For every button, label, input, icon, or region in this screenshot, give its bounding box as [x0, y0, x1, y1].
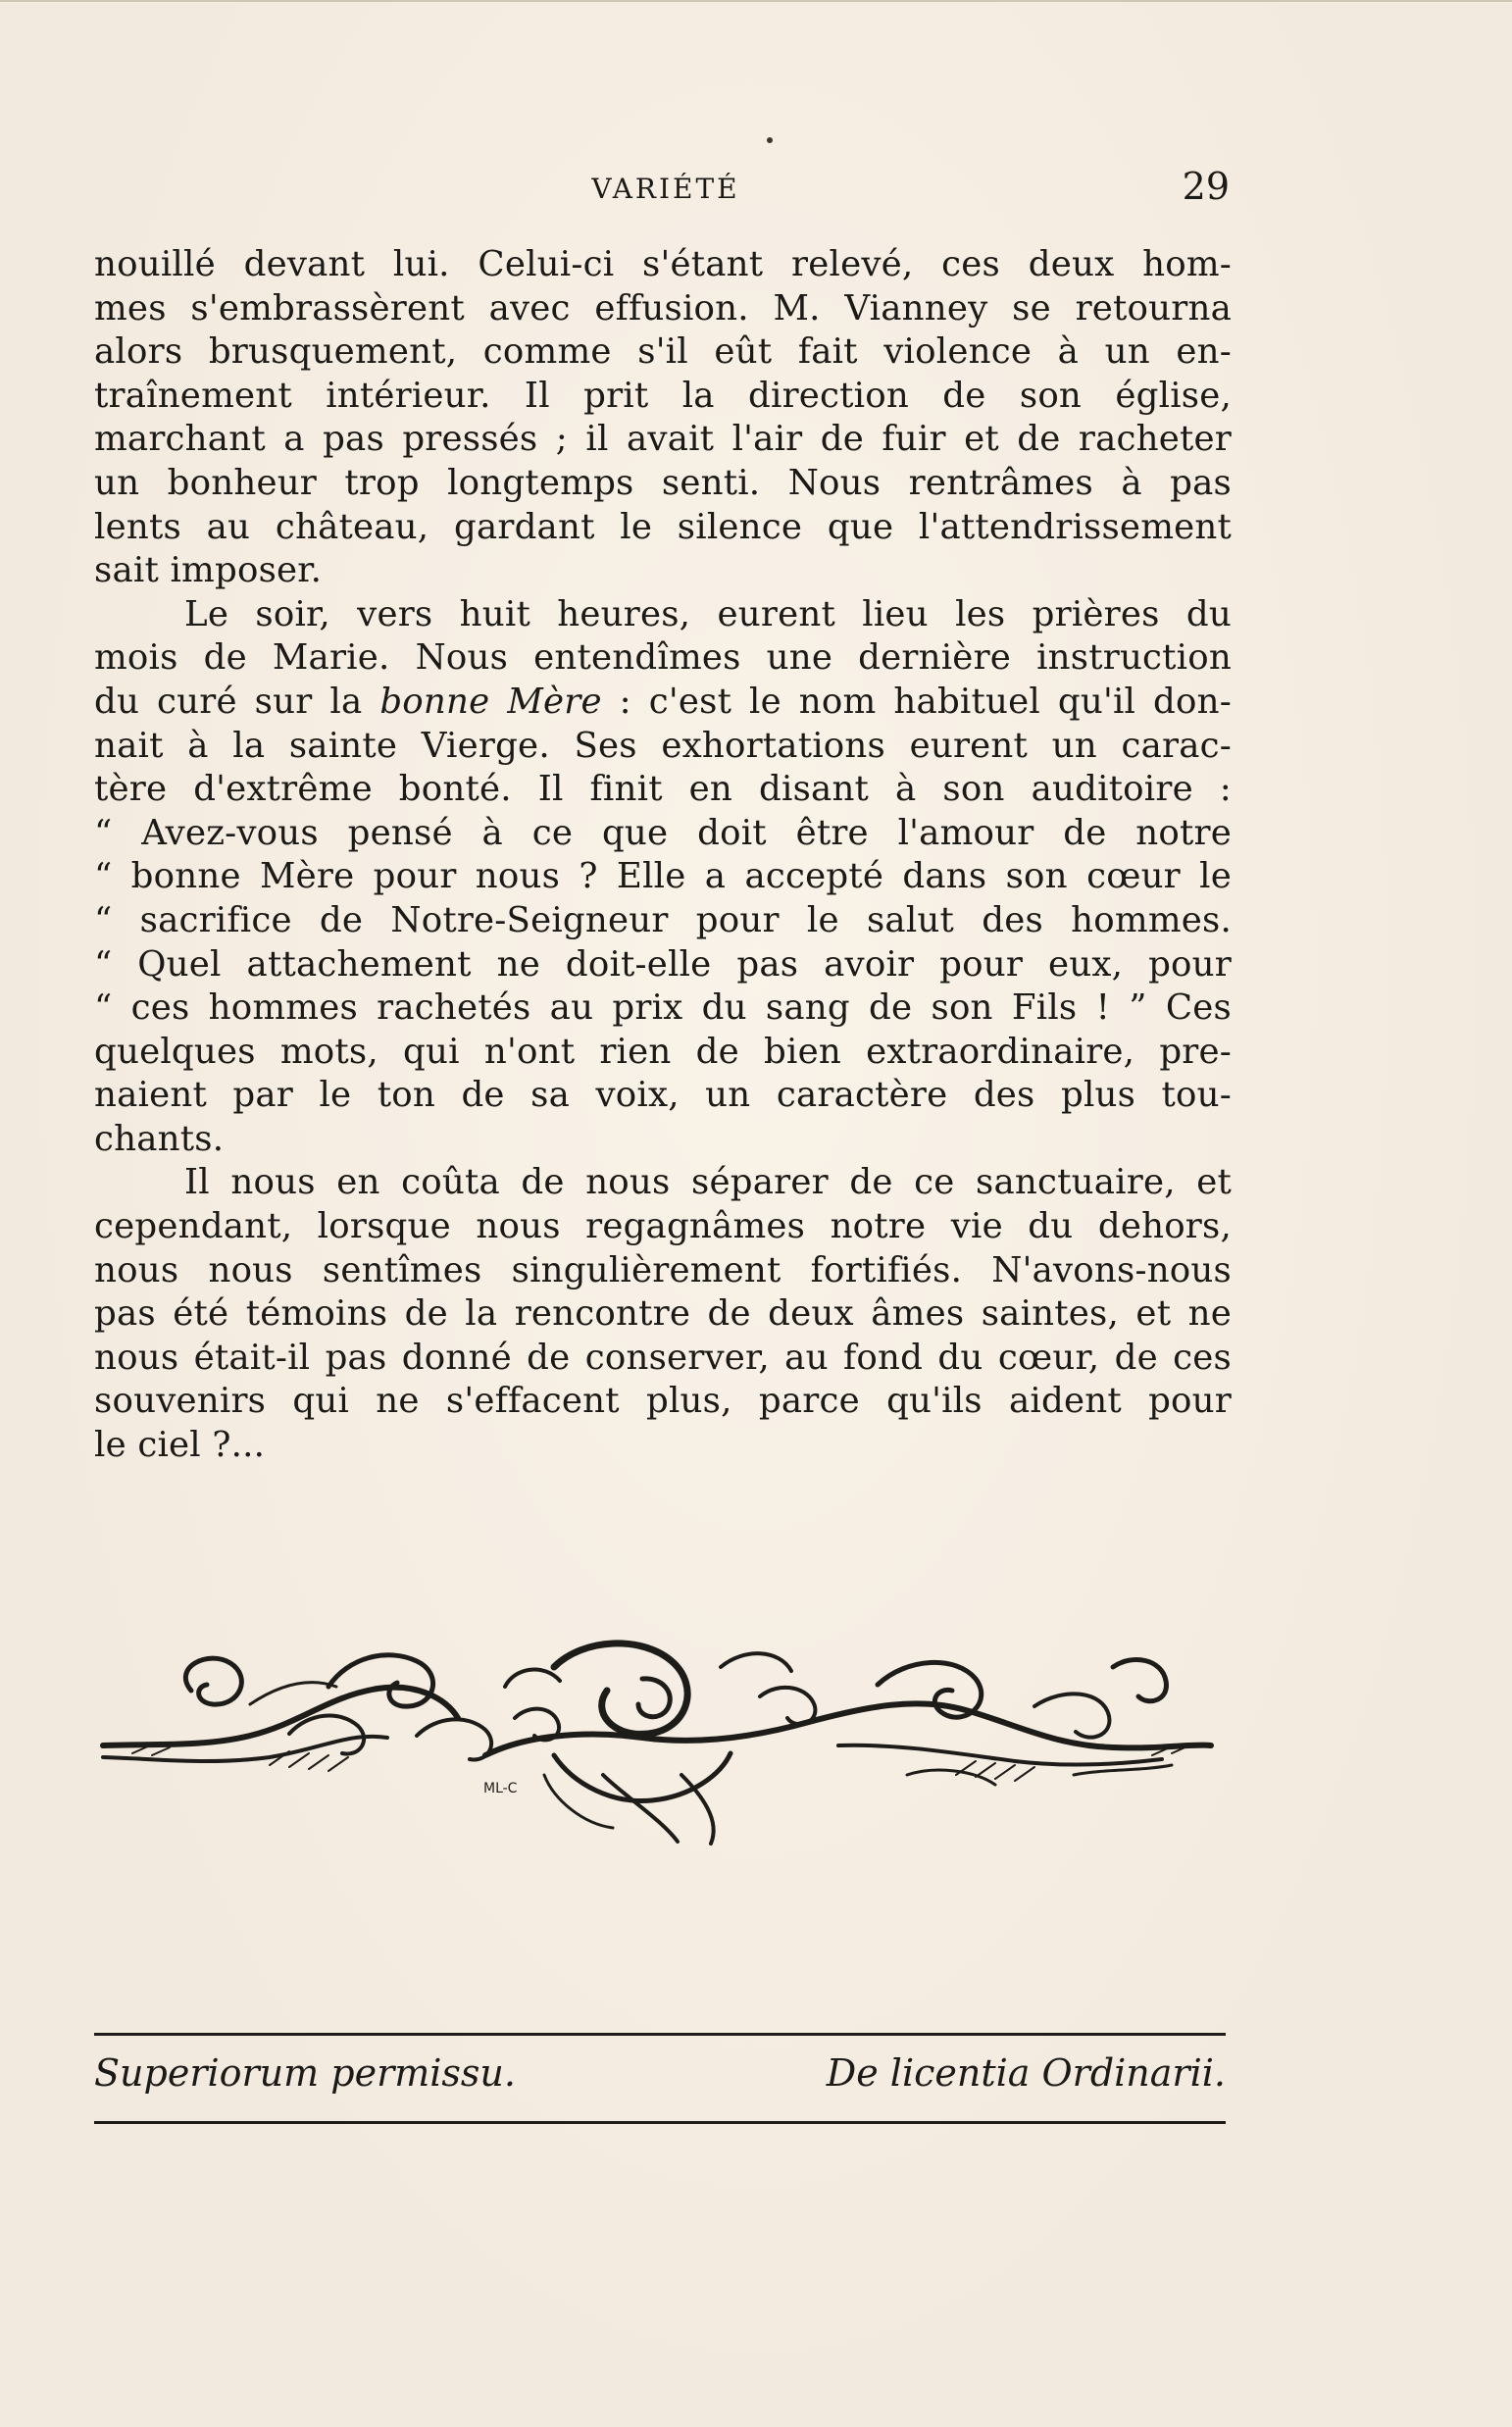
ink-dot: [767, 137, 773, 143]
quoted-line: “ Avez-vous pensé à ce que doit être l'amour de notre: [94, 812, 1232, 853]
page-number: 29: [1182, 165, 1230, 208]
ornament-monogram: ML-C: [483, 1781, 518, 1796]
text-line: sait imposer.: [94, 550, 323, 591]
text-line: mes s'embrassèrent avec effusion. M. Vianney se retourna: [94, 287, 1232, 329]
footer-rule-top: [94, 2033, 1226, 2036]
text-line: lents au château, gardant le silence que l'attendrissement: [94, 506, 1232, 547]
text-line: nous nous sentîmes singulièrement fortifiés. N'avons-nous: [94, 1249, 1232, 1290]
paragraph-start: Il nous en coûta de nous séparer de ce sanctuaire, et: [184, 1162, 1232, 1203]
italic-phrase: bonne Mère: [379, 681, 602, 722]
text-line: nous était-il pas donné de conserver, au fond du cœur, de ces: [94, 1337, 1232, 1378]
text-line: souvenirs qui ne s'effacent plus, parce qu'ils aident pour: [94, 1381, 1232, 1422]
text-line: un bonheur trop longtemps senti. Nous rentrâmes à pas: [94, 462, 1232, 503]
quoted-line: “ bonne Mère pour nous ? Elle a accepté dans son cœur le: [94, 856, 1232, 897]
text-line: tère d'extrême bonté. Il finit en disant à son auditoire :: [94, 769, 1232, 810]
quoted-line: “ ces hommes rachetés au prix du sang de son Fils ! ” Ces: [94, 987, 1232, 1029]
text-line: nouillé devant lui. Celui-ci s'étant relevé, ces deux hom-: [94, 244, 1232, 284]
footer-rule-bottom: [94, 2121, 1226, 2124]
paragraph-start: Le soir, vers huit heures, eurent lieu les prières du: [184, 593, 1232, 634]
text-line: traînement intérieur. Il prit la direction de son église,: [94, 375, 1232, 416]
text-line: marchant a pas pressés ; il avait l'air de fuir et de racheter: [94, 419, 1232, 460]
running-head: VARIÉTÉ: [591, 173, 740, 205]
page-header: [94, 165, 1237, 214]
quoted-line: “ Quel attachement ne doit-elle pas avoir pour eux, pour: [94, 943, 1232, 985]
imprimatur-left: Superiorum permissu.: [94, 2051, 516, 2095]
text-line: naient par le ton de sa voix, un caractère des plus tou-: [94, 1075, 1232, 1116]
imprimatur-right: De licentia Ordinarii.: [826, 2051, 1226, 2095]
text-line-with-emphasis: du curé sur la bonne Mère : c'est le nom habituel qu'il don-: [94, 681, 1232, 722]
text-line: cependant, lorsque nous regagnâmes notre vie du dehors,: [94, 1206, 1232, 1247]
text-line: chants.: [94, 1118, 225, 1159]
floral-tailpiece-ornament: [93, 1628, 1221, 1853]
quoted-line: “ sacrifice de Notre-Seigneur pour le salut des hommes.: [94, 899, 1232, 940]
text-line: quelques mots, qui n'ont rien de bien extraordinaire, pre-: [94, 1031, 1232, 1072]
text-line: le ciel ?...: [94, 1425, 266, 1466]
text-line: nait à la sainte Vierge. Ses exhortations eurent un carac-: [94, 725, 1232, 766]
text-line: mois de Marie. Nous entendîmes une dernière instruction: [94, 637, 1232, 679]
scan-top-edge: [0, 0, 1512, 2]
body-text: [94, 243, 1232, 1468]
text-line: alors brusquement, comme s'il eût fait violence à un en-: [94, 331, 1232, 373]
text-line: pas été témoins de la rencontre de deux âmes saintes, et ne: [94, 1293, 1232, 1335]
